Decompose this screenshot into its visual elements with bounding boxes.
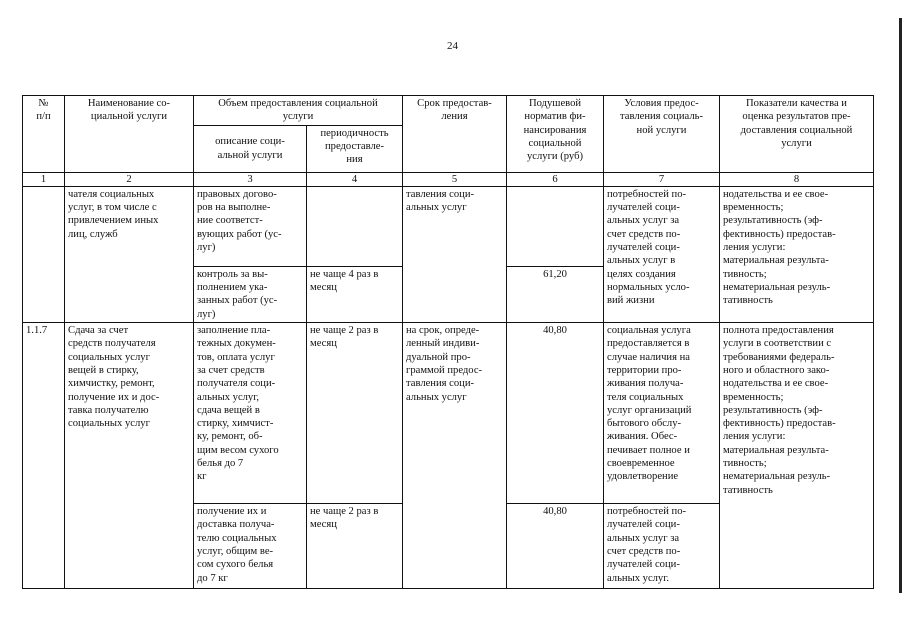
cont-row-item2-norm: 61,20 xyxy=(507,266,604,322)
column-number: 8 xyxy=(720,172,874,186)
row-item2-description: получение их и доставка получа- телю социальных услуг, общим ве- сом сухого белья до 7 кг xyxy=(194,504,307,589)
row-item1-frequency: не чаще 2 раз в месяц xyxy=(307,323,403,504)
header-indicators: Показатели качества и оценка результатов пре- доставления социальной услуги xyxy=(720,96,874,173)
cont-row-indicators: нодательства и ее свое- временность; результативность (эф- фективность) предостав- ления услуги: материальная результа- тивность; нематериальная резуль- тативность xyxy=(720,186,874,322)
cont-row-item2-description: контроль за вы- полнением ука- занных работ (ус- луг) xyxy=(194,266,307,322)
header-norm: Подушевой норматив фи- нансирования социальной услуги (руб) xyxy=(507,96,604,173)
row-indicators: полнота предоставления услуги в соответствии с требованиями федераль- ного и областного зако- нодательства и ее свое- временность; результативность (эф- фективность) предостав- ления услуги: материальная результа- тивность; нематериальная резуль- тативность xyxy=(720,323,874,589)
cont-row-item1-frequency xyxy=(307,186,403,266)
row-item1-conditions: социальная услуга предоставляется в случае наличия на территории про- живания получа- теля социальных услуг организаций бытового обслу- живания. Обес- печивает полное и своевременное удовлетворение xyxy=(604,323,720,504)
header-volume: Объем предоставления социальной услуги xyxy=(194,96,403,126)
social-services-table xyxy=(22,95,874,589)
header-term: Срок предостав- ления xyxy=(403,96,507,173)
header-description: описание соци- альной услуги xyxy=(194,125,307,172)
row-number: 1.1.7 xyxy=(23,323,65,589)
header-frequency: периодичность предоставле- ния xyxy=(307,125,403,172)
header-conditions: Условия предос- тавления социаль- ной услуги xyxy=(604,96,720,173)
cont-row-item2-frequency: не чаще 4 раз в месяц xyxy=(307,266,403,322)
column-number: 5 xyxy=(403,172,507,186)
column-number: 4 xyxy=(307,172,403,186)
column-number: 6 xyxy=(507,172,604,186)
column-number: 7 xyxy=(604,172,720,186)
row-item2-norm: 40,80 xyxy=(507,504,604,589)
column-number: 2 xyxy=(65,172,194,186)
cont-row-service-name: чателя социальных услуг, в том числе с привлечением иных лиц, служб xyxy=(65,186,194,322)
scan-edge-line xyxy=(899,18,902,593)
header-service-name: Наименование со- циальной услуги xyxy=(65,96,194,173)
row-item1-description: заполнение пла- тежных докумен- тов, оплата услуг за счет средств получателя соци- альных услуг, сдача вещей в стирку, химчист- ку, ремонт, об- щим весом сухого белья до 7 кг xyxy=(194,323,307,504)
row-item2-frequency: не чаще 2 раз в месяц xyxy=(307,504,403,589)
column-number: 1 xyxy=(23,172,65,186)
cont-row-item1-description: правовых догово- ров на выполне- ние соответст- вующих работ (ус- луг) xyxy=(194,186,307,266)
cont-row-item1-norm xyxy=(507,186,604,266)
row-term: на срок, опреде- ленный индиви- дуальной про- граммой предос- тавления соци- альных услуг xyxy=(403,323,507,589)
row-item2-conditions: потребностей по- лучателей соци- альных услуг за счет средств по- лучателей соци- альных услуг. xyxy=(604,504,720,589)
column-number: 3 xyxy=(194,172,307,186)
row-item1-norm: 40,80 xyxy=(507,323,604,504)
page-number: 24 xyxy=(447,40,458,52)
cont-row-number xyxy=(23,186,65,322)
cont-row-conditions: потребностей по- лучателей соци- альных услуг за счет средств по- лучателей соци- альных услуг в целях создания нормальных усло- вий жизни xyxy=(604,186,720,322)
header-number: № п/п xyxy=(23,96,65,173)
cont-row-term: тавления соци- альных услуг xyxy=(403,186,507,322)
row-service-name: Сдача за счет средств получателя социальных услуг вещей в стирку, химчистку, ремонт, получение их и дос- тавка получателю социальных услуг xyxy=(65,323,194,589)
